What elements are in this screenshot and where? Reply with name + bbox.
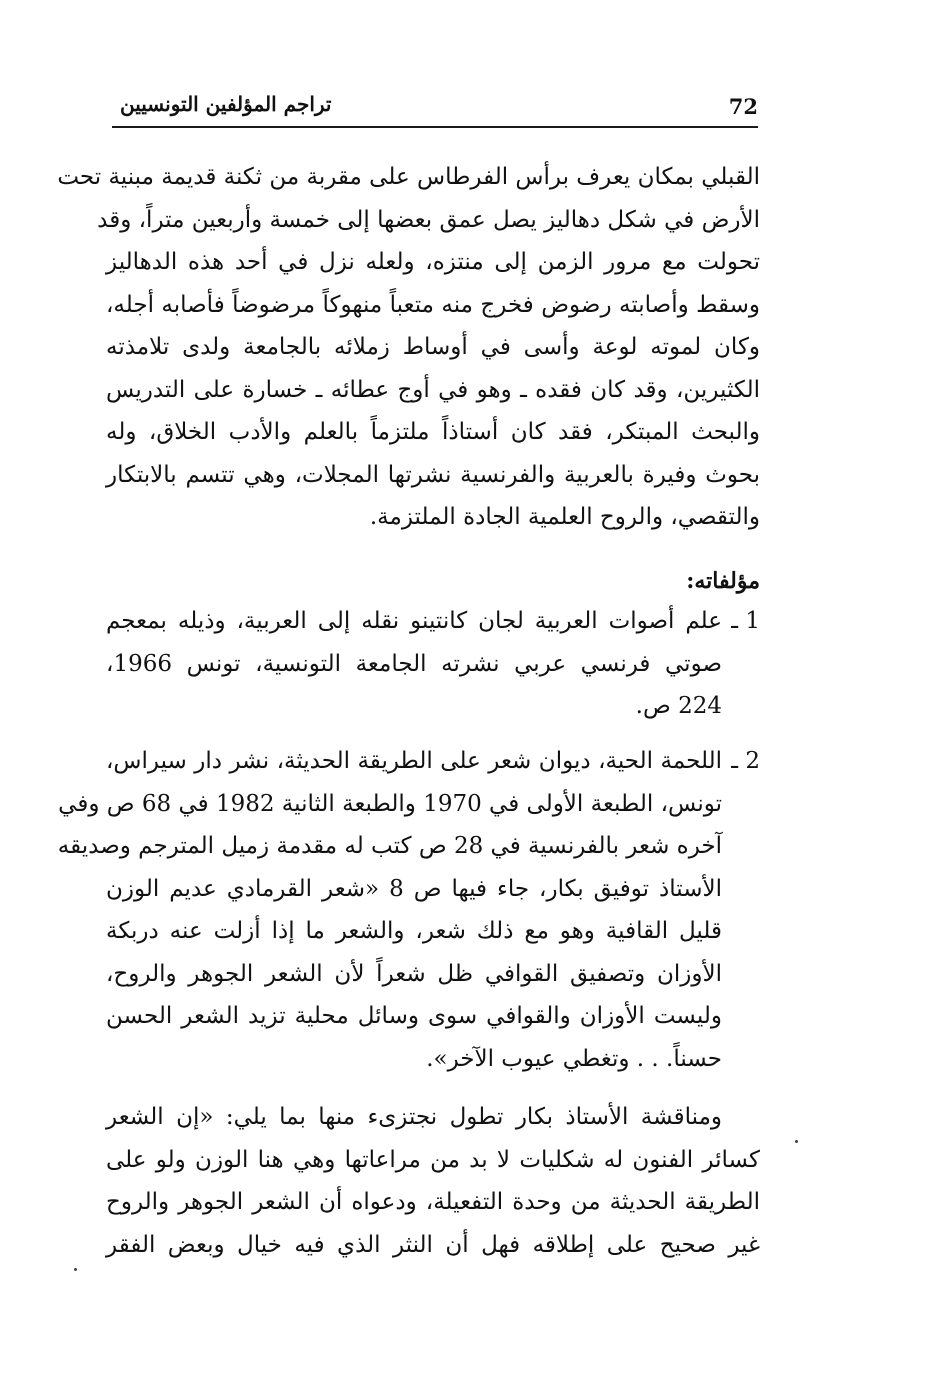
text-line: بحوث وفيرة بالعربية والفرنسية نشرتها المجلات، وهي تتسم بالابتكار bbox=[106, 461, 760, 488]
text-line: والتقصي، والروح العلمية الجادة الملتزمة. bbox=[369, 504, 760, 530]
scan-speck bbox=[795, 1140, 798, 1143]
text-line: غير صحيح على إطلاقه فهل أن النثر الذي فيه خيال وبعض الفقر bbox=[106, 1231, 760, 1258]
text-line: 224 ص. bbox=[635, 693, 722, 719]
text-line: الأرض في شكل دهاليز يصل عمق بعضها إلى خمسة وأربعين متراً، وقد bbox=[97, 206, 760, 233]
text-line: تحولت مع مرور الزمن إلى منتزه، ولعله نزل في أحد هذه الدهاليز bbox=[106, 249, 760, 275]
text-line: قليل القافية وهو مع ذلك شعر، والشعر ما إذا أزلت عنه دربكة bbox=[106, 918, 722, 944]
text-line: وليست الأوزان والقوافي سوى وسائل محلية تزيد الشعر الحسن bbox=[106, 1003, 722, 1029]
text-line: وكان لموته لوعة وأسى في أوساط زملائه بالجامعة ولدى تلامذته bbox=[106, 334, 760, 360]
text-line: الكثيرين، وقد كان فقده ـ وهو في أوج عطائه ـ خسارة على التدريس bbox=[106, 376, 760, 403]
text-line: علم أصوات العربية لجان كانتينو نقله إلى العربية، وذيله بمعجم bbox=[106, 608, 722, 634]
paragraph-2 bbox=[106, 1096, 760, 1266]
works-list-item-1 bbox=[106, 600, 760, 728]
works-heading: مؤلفاته: bbox=[686, 568, 760, 594]
text-line: حسناً. . . وتغطي عيوب الآخر». bbox=[426, 1045, 722, 1072]
text-line: الطريقة الحديثة من وحدة التفعيلة، ودعواه أن الشعر الجوهر والروح bbox=[106, 1189, 760, 1215]
text-line: تونس، الطبعة الأولى في 1970 والطبعة الثانية 1982 في 68 ص وفي bbox=[58, 790, 722, 817]
text-line: القبلي بمكان يعرف برأس الفرطاس على مقربة من ثكنة قديمة مبنية تحت bbox=[57, 164, 760, 190]
scan-speck bbox=[74, 1268, 77, 1271]
text-line: صوتي فرنسي عربي نشرته الجامعة التونسية، تونس 1966، bbox=[106, 650, 722, 677]
running-title: تراجم المؤلفين التونسيين bbox=[120, 92, 332, 116]
text-line: ومناقشة الأستاذ بكار تطول نجتزىء منها بما يلي: «إن الشعر bbox=[106, 1104, 722, 1130]
list-item-text bbox=[106, 600, 722, 728]
list-item-text bbox=[57, 740, 722, 1080]
text-line: وسقط وأصابته رضوض فخرج منه متعباً منهوكاً مرضوضاً فأصابه أجله، bbox=[106, 291, 760, 318]
page-number: 72 bbox=[728, 94, 758, 119]
list-item-number: 2 ـ bbox=[731, 748, 760, 774]
text-line: كسائر الفنون له شكليات لا بد من مراعاتها وهي هنا الوزن ولو على bbox=[106, 1146, 760, 1173]
text-line: اللحمة الحية، ديوان شعر على الطريقة الحديثة، نشر دار سيراس، bbox=[106, 748, 722, 774]
works-list-item-2 bbox=[57, 740, 760, 1080]
text-line: والبحث المبتكر، فقد كان أستاذاً ملتزماً بالعلم والأدب الخلاق، وله bbox=[106, 419, 760, 445]
paragraph-1 bbox=[57, 156, 760, 539]
text-line: الأستاذ توفيق بكار، جاء فيها ص 8 «شعر القرمادي عديم الوزن bbox=[106, 875, 722, 902]
text-line: آخره شعر بالفرنسية في 28 ص كتب له مقدمة زميل المترجم وصديقه bbox=[57, 833, 722, 859]
page-header bbox=[112, 88, 758, 128]
text-line: الأوزان وتصفيق القوافي ظل شعراً لأن الشعر الجوهر والروح، bbox=[106, 960, 722, 987]
list-item-number: 1 ـ bbox=[731, 608, 760, 634]
